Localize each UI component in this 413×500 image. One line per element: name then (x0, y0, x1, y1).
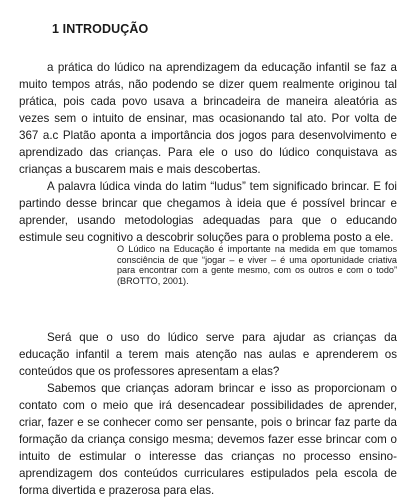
block-quote: O Lúdico na Educação é importante na medida em que tomamos consciência de que “jogar – e viver – é uma oportunidade criativa para encontrar com a gente mesmo, com os outros e com o todo” (BROTTO, 2001). (117, 244, 397, 286)
paragraph-1: a prática do lúdico na aprendizagem da educação infantil se faz a muito tempos atrás, não podendo se dizer quem realmente originou tal prática, pois cada povo usava a brincadeira de maneira aleatória as vezes sem o intuito de ensinar, mas ocasionando tal ato. Por volta de 367 a.c Platão aponta a importância dos jogos para desenvolvimento e aprendizado das crianças. Para ele o uso do lúdico conquistava as crianças a buscarem mais e mais descobertas. (19, 61, 397, 176)
paragraph-2: A palavra lúdica vinda do latim “ludus” tem significado brincar. E foi partindo desse brincar que chegamos à ideia que é possível brincar e aprender, usando metodologias adequadas para que o educando estimule seu cognitivo a descobrir soluções para o problema posto a ele. (19, 180, 397, 244)
paragraph-4: Sabemos que crianças adoram brincar e isso as proporcionam o contato com o meio que irá desencadear possibilidades de aprender, criar, fazer e se conhecer como ser pensante, pois o brincar faz parte da formação da criança consigo mesma; devemos fazer esse brincar com o intuito de estimular o interesse das crianças no processo ensino-aprendizagem dos conteúdos curriculares estipulados pela escola de forma divertida e prazerosa para elas. (19, 382, 397, 497)
section-heading: 1 INTRODUÇÃO (52, 22, 149, 36)
paragraph-3: Será que o uso do lúdico serve para ajudar as crianças da educação infantil a terem mais atenção nas aulas e aprenderem os conteúdos que os professores apresentam a elas? (19, 331, 397, 378)
